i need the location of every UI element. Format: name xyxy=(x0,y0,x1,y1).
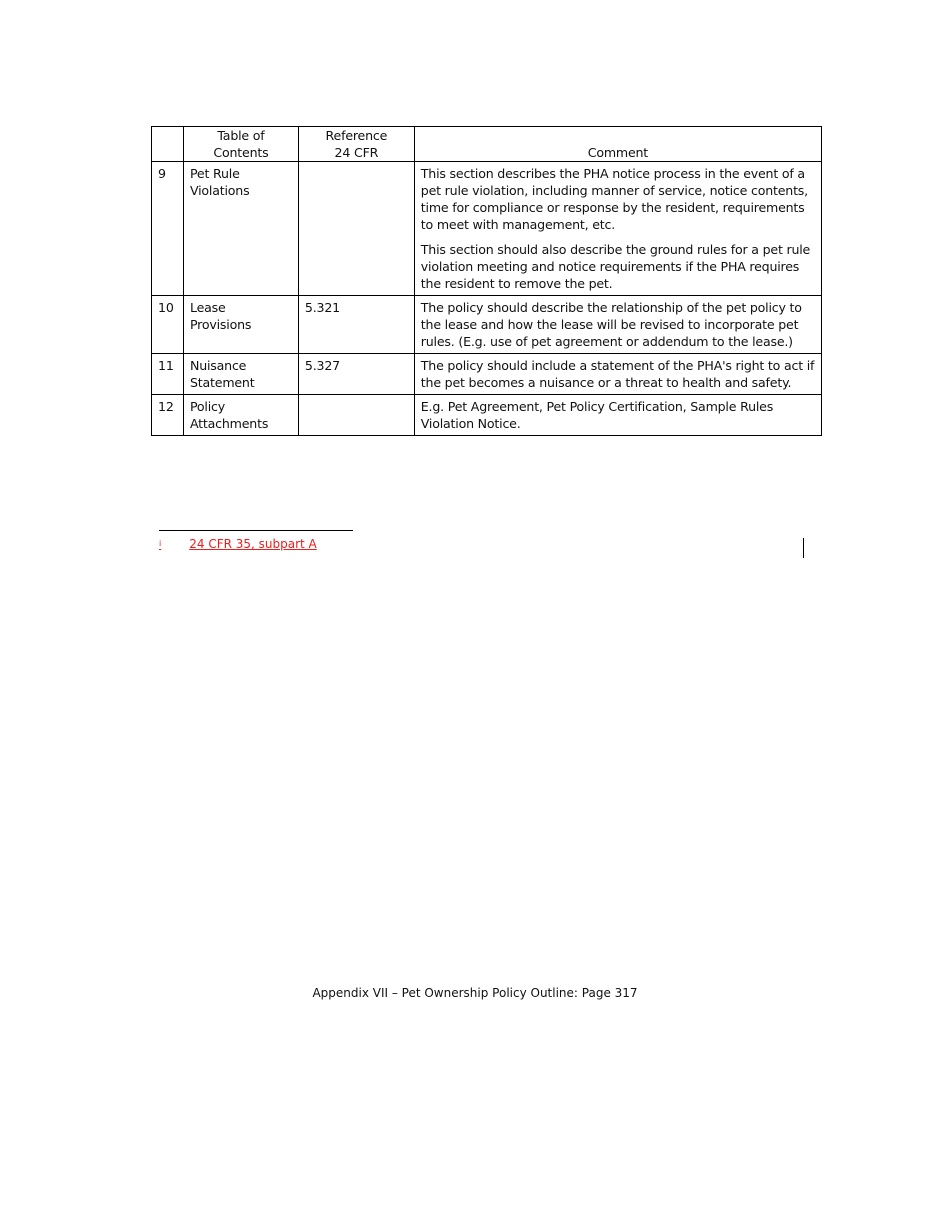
header-reference xyxy=(298,127,414,162)
footnote-marker: i xyxy=(159,539,162,548)
policy-outline-table xyxy=(151,126,822,436)
table-row xyxy=(152,296,822,354)
row-toc-line1: Nuisance xyxy=(189,358,247,373)
header-ref-line2: 24 CFR xyxy=(334,145,379,160)
header-ref-line1: Reference xyxy=(325,128,388,143)
row-number: 11 xyxy=(152,354,184,395)
header-toc-line2: Contents xyxy=(213,145,269,160)
row-comment xyxy=(414,296,821,354)
row-toc xyxy=(183,162,298,296)
row-number: 10 xyxy=(152,296,184,354)
row-toc xyxy=(183,395,298,436)
footnote[interactable] xyxy=(159,536,317,552)
comment-paragraph: E.g. Pet Agreement, Pet Policy Certification, Sample Rules Violation Notice. xyxy=(420,399,774,431)
header-table-of-contents xyxy=(183,127,298,162)
table-row xyxy=(152,162,822,296)
row-toc-line1: Policy xyxy=(189,399,226,414)
footnote-separator xyxy=(159,530,353,531)
row-comment xyxy=(414,162,821,296)
footnote-text: 24 CFR 35, subpart A xyxy=(189,537,317,551)
table-header-row xyxy=(152,127,822,162)
table-row xyxy=(152,395,822,436)
row-toc-line2: Provisions xyxy=(189,317,252,332)
comment-paragraph: This section should also describe the ground rules for a pet rule violation meeting and notice requirements if the PHA requires the resident to remove the pet. xyxy=(420,242,811,291)
header-toc-line1: Table of xyxy=(217,128,265,143)
row-toc-line2: Attachments xyxy=(189,416,269,431)
row-reference: 5.321 xyxy=(298,296,414,354)
row-toc-line2: Violations xyxy=(189,183,250,198)
row-toc xyxy=(183,354,298,395)
header-number xyxy=(152,127,184,162)
row-toc-line2: Statement xyxy=(189,375,255,390)
row-number: 12 xyxy=(152,395,184,436)
row-toc xyxy=(183,296,298,354)
row-comment xyxy=(414,395,821,436)
row-reference xyxy=(298,162,414,296)
page-footer: Appendix VII – Pet Ownership Policy Outline: Page 317 xyxy=(312,986,638,1000)
row-comment xyxy=(414,354,821,395)
row-toc-line1: Lease xyxy=(189,300,226,315)
table-row xyxy=(152,354,822,395)
row-reference: 5.327 xyxy=(298,354,414,395)
header-comment: Comment xyxy=(414,127,821,162)
row-number: 9 xyxy=(152,162,184,296)
row-reference xyxy=(298,395,414,436)
revision-change-bar xyxy=(803,538,804,558)
comment-paragraph: The policy should include a statement of the PHA's right to act if the pet becomes a nuisance or a threat to health and safety. xyxy=(420,358,815,390)
comment-paragraph: The policy should describe the relationship of the pet policy to the lease and how the lease will be revised to incorporate pet rules. (E.g. use of pet agreement or addendum to the lease.) xyxy=(420,300,802,349)
comment-paragraph: This section describes the PHA notice process in the event of a pet rule violation, including manner of service, notice contents, time for compliance or response by the resident, requirements to meet with management, etc. xyxy=(420,166,808,232)
row-toc-line1: Pet Rule xyxy=(189,166,240,181)
